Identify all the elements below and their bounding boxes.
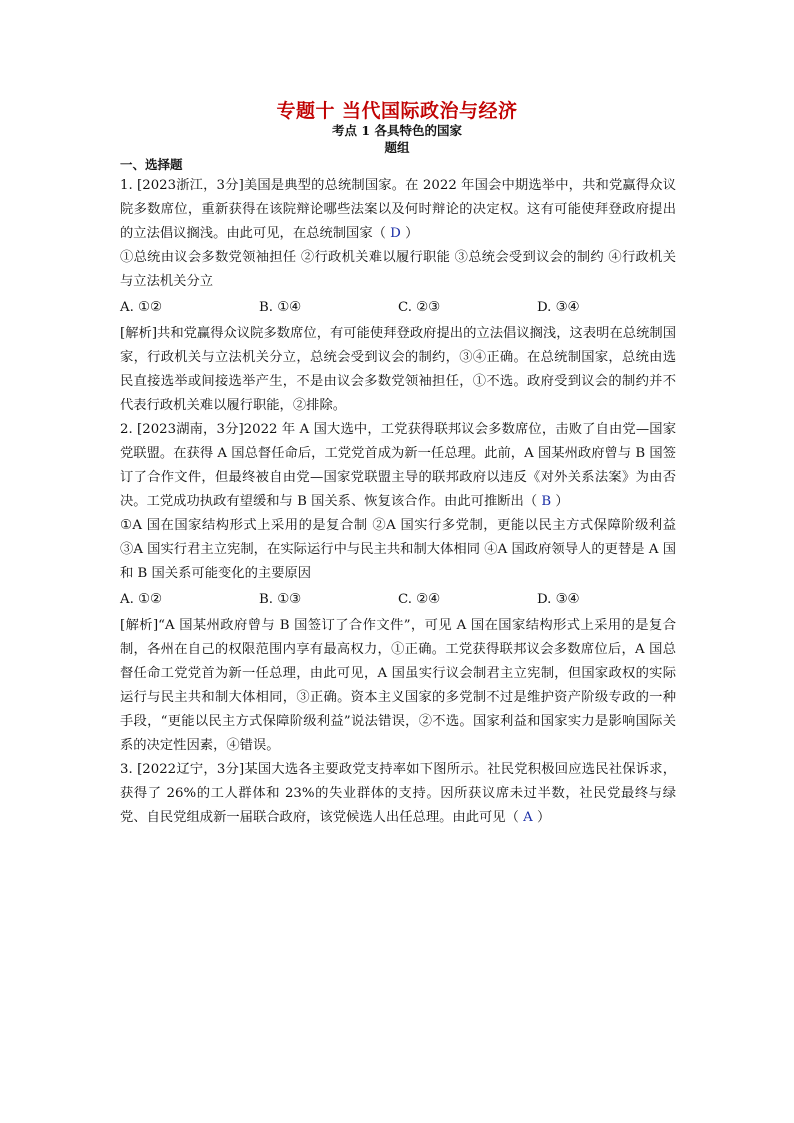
- topic-subtitle: 考点 1 各具特色的国家: [332, 123, 462, 138]
- answer-letter: B: [537, 494, 556, 509]
- question-analysis: [解析]共和党赢得众议院多数席位，有可能使拜登政府提出的立法倡议搁浅，这表明在总统制国家，行政机关与立法机关分立，总统会受到议会的制约，③④正确。在总统制国家，总统由选民直接选举或间接选举产生，不是由议会多数党领袖担任，①不选。政府受到议会的制约并不代表行政机关难以履行职能，②排除。: [120, 326, 676, 413]
- page-title: 专题十 当代国际政治与经济: [276, 100, 518, 122]
- answer-letter: D: [385, 226, 406, 241]
- answer-options: [120, 588, 676, 612]
- option-b: B. ①③: [259, 592, 302, 607]
- question-list: [120, 174, 676, 830]
- question-1: [120, 174, 676, 418]
- group-heading: 题组: [384, 140, 410, 155]
- question-statements: ①总统由议会多数党领袖担任 ②行政机关难以履行职能 ③总统会受到议会的制约 ④行政机关与立法机关分立: [120, 250, 676, 289]
- question-2: [120, 418, 676, 758]
- option-c: C. ②③: [398, 300, 440, 315]
- question-stem: 2. [2023湖南，3分]2022 年 A 国大选中，工党获得联邦议会多数席位，击败了自由党—国家党联盟。在获得 A 国总督任命后，工党党首成为新一任总理。此前，A 国某州政府曾与 B 国签订了合作文件，但最终被自由党—国家党联盟主导的联邦政府以违反《对外关系法案》为由否决。工党成功执政有望缓和与 B 国关系、恢复该合作。由此可推断出（ B ）: [120, 422, 676, 509]
- option-d: D. ③④: [537, 300, 580, 315]
- question-3: [120, 758, 676, 830]
- question-stem: 3. [2022辽宁，3分]某国大选各主要政党支持率如下图所示。社民党积极回应选民社保诉求，获得了 26%的工人群体和 23%的失业群体的支持。因所获议席未过半数，社民党最终与绿党、自民党组成新一届联合政府，该党候选人出任总理。由此可见（ A ）: [120, 762, 676, 825]
- section-heading: 一、选择题: [120, 157, 183, 172]
- option-a: A. ①②: [120, 592, 162, 607]
- option-b: B. ①④: [259, 300, 302, 315]
- answer-options: [120, 296, 676, 320]
- question-analysis: [解析]“A 国某州政府曾与 B 国签订了合作文件”，可见 A 国在国家结构形式上采用的是复合制，各州在自己的权限范围内享有最高权力，①正确。工党获得联邦议会多数席位后，A 国总督任命工党党首为新一任总理，由此可见，A 国虽实行议会制君主立宪制，但国家政权的实际运行与民主共和制大体相同，③正确。资本主义国家的多党制不过是维护资产阶级专政的一种手段，“更能以民主方式保障阶级利益”说法错误，②不选。国家利益和国家实力是影响国际关系的决定性因素，④错误。: [120, 618, 676, 753]
- option-d: D. ③④: [537, 592, 580, 607]
- option-a: A. ①②: [120, 300, 162, 315]
- option-c: C. ②④: [398, 592, 440, 607]
- question-stem: 1. [2023浙江，3分]美国是典型的总统制国家。在 2022 年国会中期选举中，共和党赢得众议院多数席位，重新获得在该院辩论哪些法案以及何时辩论的决定权。这有可能使拜登政府提出的立法倡议搁浅。由此可见，在总统制国家（ D ）: [120, 178, 676, 241]
- answer-letter: A: [518, 810, 537, 825]
- question-statements: ①A 国在国家结构形式上采用的是复合制 ②A 国实行多党制，更能以民主方式保障阶级利益 ③A 国实行君主立宪制，在实际运行中与民主共和制大体相同 ④A 国政府领导人的更替是 A 国和 B 国关系可能变化的主要原因: [120, 518, 676, 581]
